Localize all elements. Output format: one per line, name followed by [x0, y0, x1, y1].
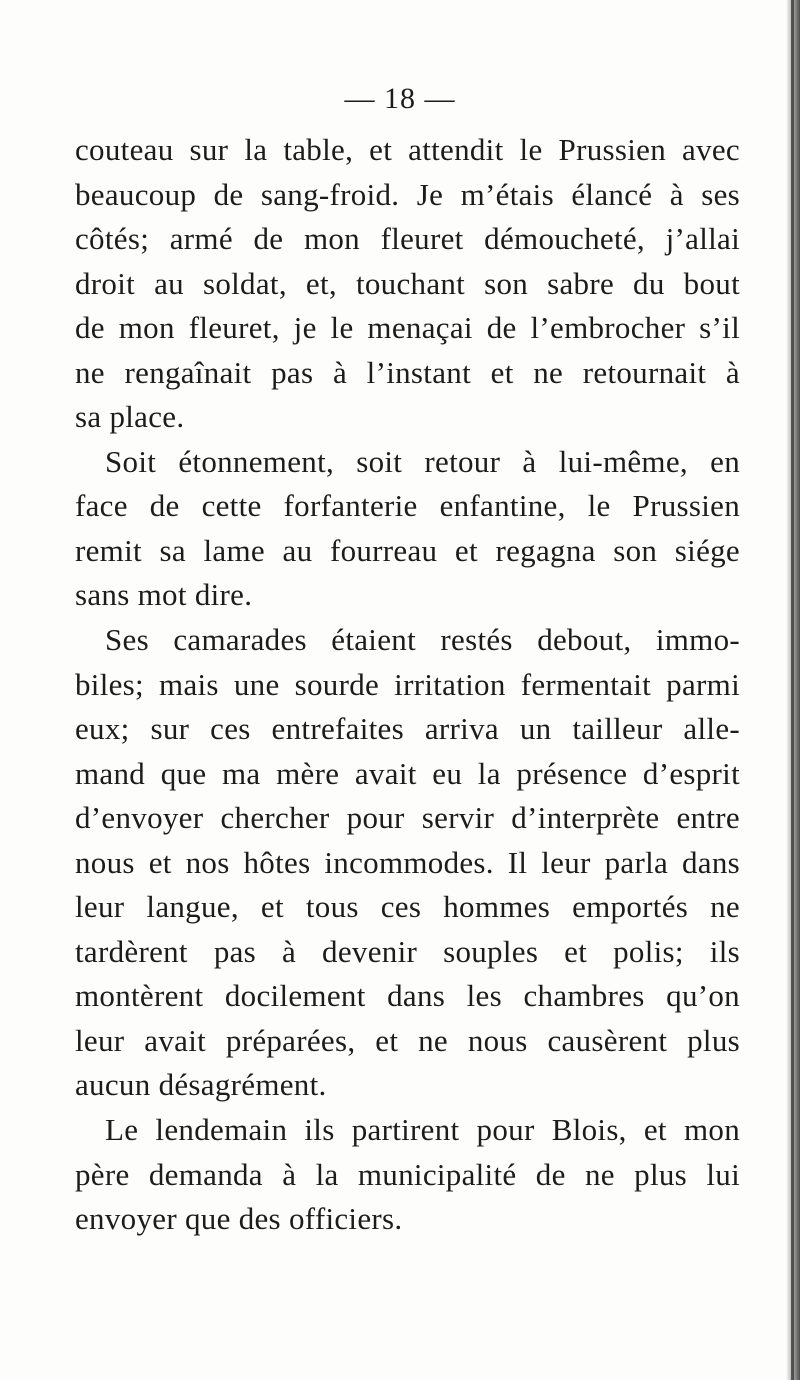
body-text: [75, 128, 740, 1242]
text-line: remit sa lame au fourreau et regagna son siége: [75, 532, 740, 568]
text-line: Soit étonnement, soit retour à lui-même, en: [105, 443, 740, 479]
text-line: tardèrent pas à devenir souples et polis; ils: [75, 933, 740, 969]
text-line: couteau sur la table, et attendit le Prussien avec: [75, 132, 740, 167]
text-line: sa place.: [75, 399, 185, 435]
text-line: Le lendemain ils partirent pour Blois, et mon: [105, 1112, 740, 1148]
text-line: montèrent docilement dans les chambres qu’on: [75, 978, 740, 1014]
text-line: envoyer que des officiers.: [75, 1201, 403, 1237]
text-line: biles; mais une sourde irritation fermentait parmi: [75, 666, 740, 702]
text-line: beaucoup de sang-froid. Je m’étais élancé à ses: [75, 176, 740, 212]
text-line: droit au soldat, et, touchant son sabre du bout: [75, 265, 740, 301]
text-line: de mon fleuret, je le menaçai de l’embrocher s’il: [75, 310, 740, 346]
text-line: Ses camarades étaient restés debout, immo-: [105, 622, 740, 658]
text-line: face de cette forfanterie enfantine, le Prussien: [75, 488, 740, 524]
text-line: père demanda à la municipalité de ne plus lui: [75, 1156, 740, 1192]
text-line: aucun désagrément.: [75, 1067, 327, 1103]
page-number: — 18 —: [344, 82, 456, 115]
page-edge-line: [791, 0, 794, 1380]
text-line: leur langue, et tous ces hommes emportés ne: [75, 889, 740, 925]
text-line: nous et nos hôtes incommodes. Il leur parla dans: [75, 844, 740, 880]
text-line: côtés; armé de mon fleuret démoucheté, j’allai: [75, 221, 740, 257]
text-line: mand que ma mère avait eu la présence d’esprit: [75, 755, 740, 791]
text-line: sans mot dire.: [75, 577, 253, 613]
text-line: ne rengaînait pas à l’instant et ne retournait à: [75, 354, 740, 390]
text-line: leur avait préparées, et ne nous causèrent plus: [75, 1022, 740, 1058]
text-line: d’envoyer chercher pour servir d’interprète entre: [75, 800, 740, 836]
text-line: eux; sur ces entrefaites arriva un tailleur alle-: [75, 711, 740, 747]
